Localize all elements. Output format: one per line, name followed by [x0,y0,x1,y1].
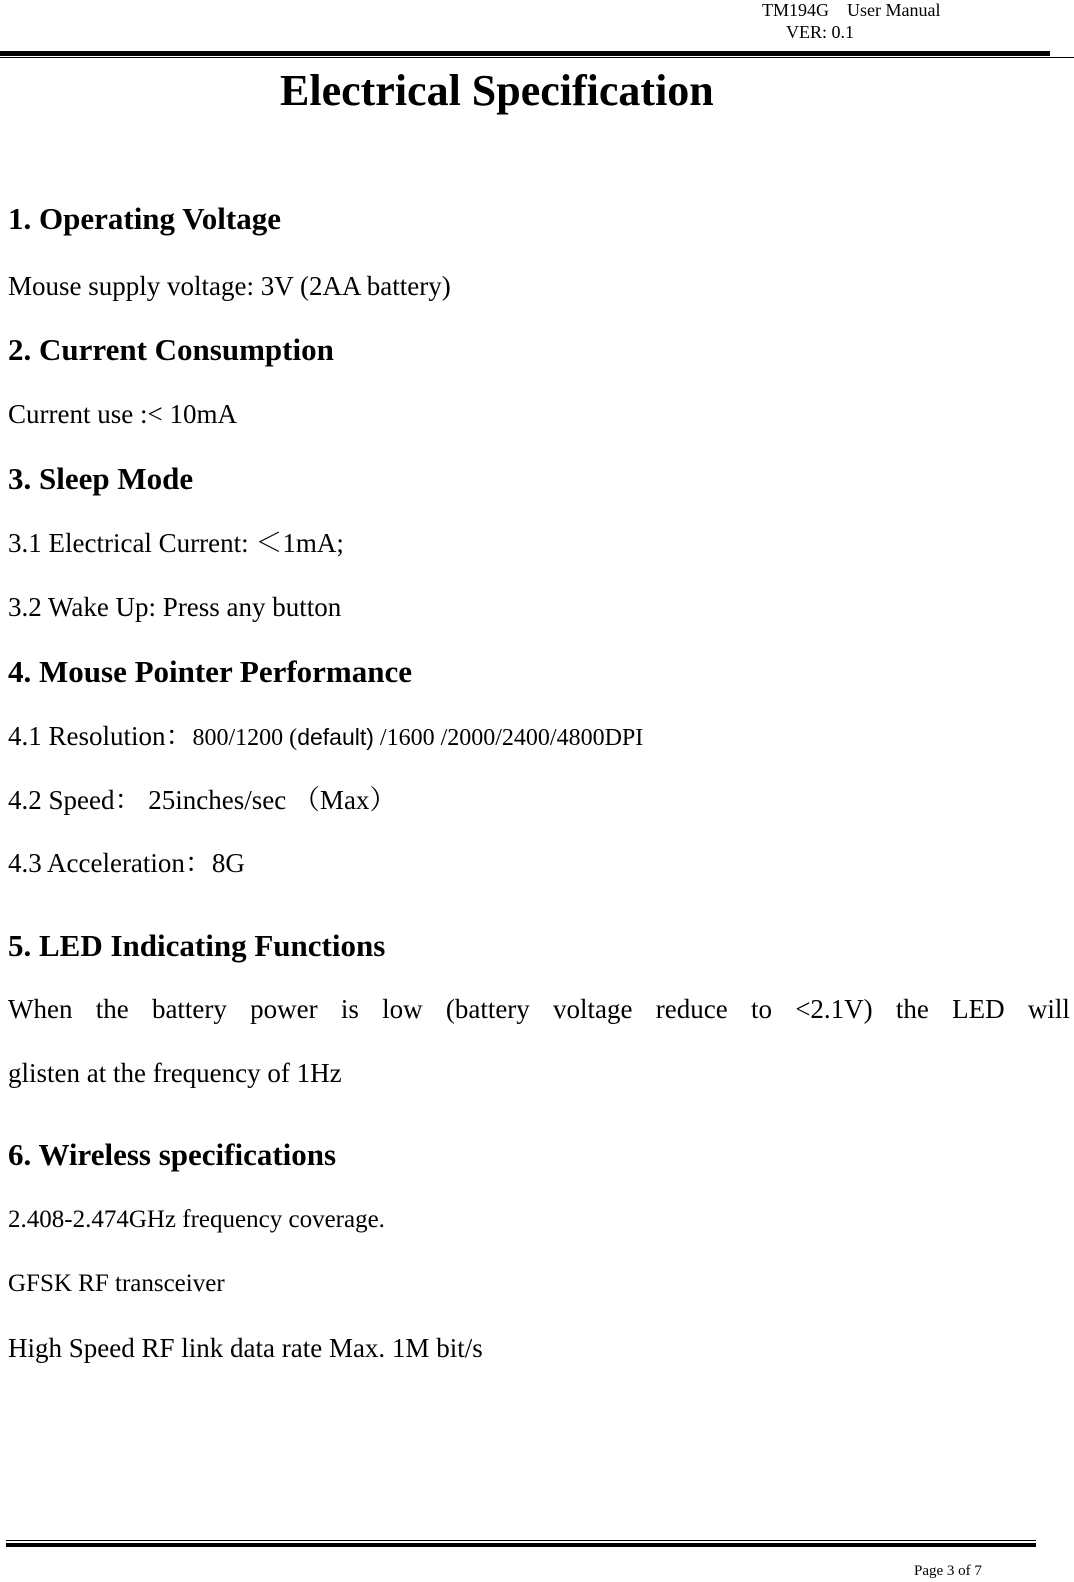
led-word: low [382,994,423,1024]
resolution-text [8,720,643,754]
page-current: 3 [946,1563,955,1579]
frequency-coverage-text: 2.408-2.474GHz frequency coverage. [8,1206,385,1233]
led-word: When [8,994,73,1024]
doc-version: VER: 0.1 [786,22,855,42]
doc-header-title [762,0,940,20]
led-word: is [340,994,359,1024]
section-heading-led-functions: 5. LED Indicating Functions [8,928,386,963]
footer-rule-thin [6,1540,1036,1541]
doc-type: User Manual [847,0,941,20]
page-label: Page [914,1563,944,1579]
led-word: the [95,994,129,1024]
transceiver-text: GFSK RF transceiver [8,1270,225,1297]
led-word: LED [952,994,1005,1024]
header-rule [0,51,1050,56]
acceleration-text: 4.3 Acceleration：8G [8,848,245,878]
sleep-current-text: 3.1 Electrical Current: ＜1mA; [8,528,344,558]
page-total: 7 [974,1563,982,1579]
page-title: Electrical Specification [280,66,714,115]
section-heading-wireless: 6. Wireless specifications [8,1137,337,1172]
led-word: the [895,994,929,1024]
led-word: power [250,994,318,1024]
current-use-text: Current use :< 10mA [8,399,237,429]
section-heading-sleep-mode: 3. Sleep Mode [8,461,194,496]
footer-rule [6,1543,1036,1547]
led-word: to [750,994,772,1024]
led-word: <2.1V) [795,994,873,1024]
led-word: voltage [553,994,633,1024]
led-word: reduce [655,994,728,1024]
supply-voltage-text: Mouse supply voltage: 3V (2AA battery) [8,271,451,301]
speed-text: 4.2 Speed： 25inches/sec （Max） [8,785,397,815]
led-word: (battery [445,994,530,1024]
resolution-label: 4.1 Resolution： [8,721,193,751]
of-label: of [958,1563,971,1579]
resolution-default: default) [297,724,374,750]
page-number [914,1562,982,1580]
header-rule-thin [0,57,1074,58]
resolution-values-c: /1600 /2000/2400/4800DPI [373,725,644,751]
data-rate-text: High Speed RF link data rate Max. 1M bit/s [8,1333,483,1363]
section-heading-operating-voltage: 1. Operating Voltage [8,201,281,236]
section-heading-current-consumption: 2. Current Consumption [8,332,334,367]
led-paragraph-line2: glisten at the frequency of 1Hz [8,1058,342,1088]
led-word: will [1027,994,1070,1024]
resolution-values-a: 800/1200 ( [192,725,298,751]
product-code: TM194G [762,0,829,20]
led-paragraph-line1 [8,993,1070,1025]
section-heading-pointer-performance: 4. Mouse Pointer Performance [8,654,413,689]
led-word: battery [151,994,227,1024]
wake-up-text: 3.2 Wake Up: Press any button [8,592,342,622]
